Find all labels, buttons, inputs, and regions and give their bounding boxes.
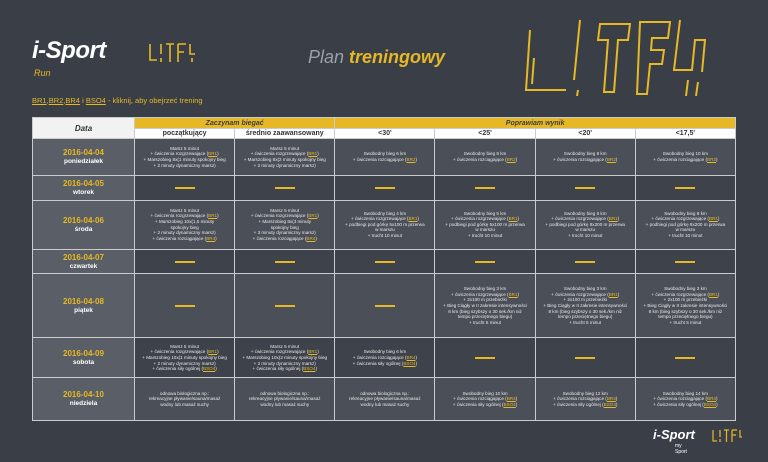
workout-line: + 2x100 m przebieżki <box>563 297 607 303</box>
day-name: niedziela <box>69 400 98 408</box>
workout-line: + ćwiczenia rozciągające (BR2) <box>553 156 618 162</box>
workout-line: spokojny bieg <box>170 224 199 230</box>
intro-text: BR1,BR2,BR4 i BSO4 - kliknij, aby obejrzeć trening <box>32 96 203 105</box>
rest-day-dash <box>575 357 595 359</box>
workout-line: spokojny bieg <box>270 224 299 230</box>
date-value: 2016-04-09 <box>63 348 104 358</box>
workout-cell <box>235 139 335 176</box>
link-bso4[interactable]: BSO4 <box>85 96 106 105</box>
date-header: Data <box>33 118 135 139</box>
rest-day-dash <box>275 261 295 263</box>
exercise-link[interactable]: BSO4 <box>203 366 216 372</box>
workout-line: + ćwiczenia rozgrzewające (BR1) <box>651 291 720 297</box>
exercise-link[interactable]: BR1 <box>708 291 718 297</box>
workout-line: Swobodny bieg 8 km <box>563 151 607 157</box>
workout-line: + trucht 10 minut <box>668 233 703 239</box>
day-name: sobota <box>72 358 95 366</box>
workout-cell <box>135 139 235 176</box>
workout-line: + ćwiczenia rozciągające (BR4) <box>553 396 618 402</box>
rest-day-dash <box>175 187 195 189</box>
workout-line: Marsz 5 minut <box>170 145 199 151</box>
rest-day-dash <box>175 261 195 263</box>
workout-line: + ćwiczenia rozciągające (BR4) <box>452 396 518 402</box>
workout-cell <box>335 175 435 200</box>
exercise-link[interactable]: BR1 <box>308 213 318 219</box>
workout-cell <box>535 200 635 249</box>
workout-line: + ćwiczenia siły ogólnej (BSO4) <box>152 366 217 372</box>
workout-cell <box>135 274 235 338</box>
exercise-link[interactable]: BR1 <box>308 151 318 157</box>
workout-line: 6 km (bieg szybszy o 30 sek./km niż <box>448 308 522 314</box>
workout-line: + ćwiczenia rozgrzewające (BR1) <box>651 216 720 222</box>
workout-line: + ćwiczenia rozgrzewające (BR1) <box>250 349 319 355</box>
rest-day-dash <box>375 187 395 189</box>
date-value: 2016-04-04 <box>63 147 104 157</box>
workout-cell <box>535 274 635 338</box>
date-cell <box>33 338 135 378</box>
workout-line: + ćwiczenia siły ogólnej (BSO4) <box>653 402 718 408</box>
exercise-link[interactable]: BSO4 <box>703 402 717 408</box>
workout-line: + Marszobieg 8x(3 minuty <box>258 219 312 225</box>
workout-cell <box>235 200 335 249</box>
workout-cell <box>535 139 635 176</box>
rest-day-dash <box>675 261 695 263</box>
workout-line: Swobodny bieg 8 km <box>664 210 707 216</box>
workout-line: odnowa biologiczna np.: <box>260 390 310 396</box>
table-row <box>33 175 736 200</box>
workout-line: rekreacyjne pływanie/sauna/masaż <box>148 396 221 402</box>
workout-line: wodny lub masaż suchy <box>360 402 410 408</box>
workout-cell <box>435 139 535 176</box>
table-row <box>33 338 736 378</box>
training-plan-table <box>32 117 736 421</box>
decorative-logo-icon <box>520 10 730 100</box>
date-value: 2016-04-05 <box>63 178 104 188</box>
workout-line: Swobodny bieg 3 km <box>463 286 507 292</box>
workout-cell <box>635 338 735 378</box>
exercise-link[interactable]: BR2 <box>606 156 616 162</box>
workout-line: + trucht 10 minut <box>367 233 403 239</box>
workout-line: Swobodny bieg 14 km <box>662 390 708 396</box>
workout-line: + ćwiczenia rozciągające (BR4) <box>352 355 417 360</box>
workout-line: 8 km (bieg szybszy o 30 sek./km niż <box>548 308 622 314</box>
title-part2: treningowy <box>349 47 446 67</box>
workout-line: + ćwiczenia rozciągające (BR4) <box>152 235 217 241</box>
workout-line: Marsz 5 minut <box>270 145 300 151</box>
workout-line: + podbiegi pod górkę 5x100 m przerwa <box>345 221 425 227</box>
workout-cell <box>335 338 435 378</box>
day-name: środa <box>74 225 93 233</box>
rest-day-dash <box>375 261 395 263</box>
workout-line: rekreacyjne pływanie/sauna/masaż <box>248 396 321 402</box>
exercise-link[interactable]: BR1 <box>408 216 418 222</box>
workout-cell <box>535 175 635 200</box>
column-header: <30' <box>335 129 435 139</box>
rest-day-dash <box>375 305 395 307</box>
column-header: <20' <box>535 129 635 139</box>
workout-line: + podbiegi pod górkę 8x200 m przerwa <box>645 221 726 227</box>
title-part1: Plan <box>308 47 345 67</box>
group-improve-header: Poprawiam wynik <box>335 118 736 129</box>
workout-line: + ćwiczenia siły ogólnej (BSO4) <box>352 360 418 366</box>
workout-line: + podbiegi pod górkę 8x200 m przerwa <box>545 221 625 227</box>
workout-line: + ćwiczenia siły ogólnej (BSO4) <box>452 402 518 408</box>
workout-line: + ćwiczenia rozciągające (BR2) <box>352 156 417 162</box>
intro-instruction: - kliknij, aby obejrzeć trening <box>107 96 203 105</box>
exercise-link[interactable]: BR1 <box>708 216 718 222</box>
workout-cell <box>335 139 435 176</box>
workout-line: + ćwiczenia rozciągające (BR2) <box>452 156 518 162</box>
date-cell <box>33 200 135 249</box>
exercise-link[interactable]: BR1 <box>608 216 618 222</box>
workout-line: Marsz 5 minut <box>270 343 300 349</box>
workout-line: Swobodny bieg 6 km <box>563 210 607 216</box>
exercise-link[interactable]: BSO4 <box>303 366 316 372</box>
workout-line: + Marszobieg 8x(2 minuty spokojny bieg <box>243 156 326 162</box>
workout-line: Swobodny bieg 4 km <box>363 210 407 216</box>
exercise-link[interactable]: BSO4 <box>503 402 516 408</box>
date-value: 2016-04-06 <box>63 215 104 225</box>
workout-cell <box>335 378 435 421</box>
workout-line: Swobodny bieg 10 km <box>462 390 508 396</box>
workout-cell <box>135 338 235 378</box>
exercise-link[interactable]: BR2 <box>506 156 516 162</box>
workout-line: Swobodny bieg 10 km <box>662 151 708 157</box>
date-cell <box>33 378 135 421</box>
date-value: 2016-04-10 <box>63 390 104 400</box>
page-title <box>308 46 445 68</box>
workout-line: 8 km (bieg szybszy o 30 sek./km niż <box>648 308 723 314</box>
workout-line: Swobodny bieg 3 km <box>563 286 607 292</box>
workout-line: tempo przeciętnego biegu) <box>658 314 713 320</box>
workout-line: rekreacyjne pływanie/sauna/masaż <box>349 396 421 402</box>
workout-cell <box>135 200 235 249</box>
workout-line: odnowa biologiczna np.: <box>159 390 210 396</box>
exercise-link[interactable]: BR1 <box>208 349 218 355</box>
link-br1[interactable]: BR1 <box>32 96 47 105</box>
workout-line: Swobodny bieg 3 km <box>664 286 707 292</box>
workout-cell <box>435 378 535 421</box>
exercise-link[interactable]: BR1 <box>208 213 218 219</box>
workout-line: Swobodny bieg 12 km <box>562 390 608 396</box>
table-row <box>33 200 736 249</box>
workout-line: + ćwiczenia rozgrzewające (BR1) <box>250 213 319 219</box>
workout-line: w marszu <box>675 227 696 233</box>
column-header: <25' <box>435 129 535 139</box>
workout-line: + ćwiczenia rozgrzewające (BR1) <box>150 151 219 157</box>
workout-line: + 2 minuty dynamiczny marsz) <box>153 230 216 236</box>
table-row <box>33 378 736 421</box>
workout-cell <box>235 378 335 421</box>
rest-day-dash <box>275 187 295 189</box>
exercise-link[interactable]: BR2 <box>406 156 416 162</box>
workout-line: + Marszobieg 10x(1,5 minuty <box>155 219 215 225</box>
footer-brand-sub: my Sport <box>675 443 687 455</box>
workout-cell <box>335 274 435 338</box>
exercise-link[interactable]: BSO4 <box>403 360 416 366</box>
workout-line: tempo przeciętnego biegu) <box>558 314 613 320</box>
day-name: poniedziałek <box>63 157 103 165</box>
workout-cell <box>635 139 735 176</box>
workout-line: + 2 minuty dynamiczny marsz) <box>253 360 316 366</box>
workout-line: + Marszobieg 10x(1 minuty spokojny bieg <box>142 355 227 360</box>
workout-line: + Bieg Ciągły w II zakresie intensywności <box>543 302 628 308</box>
workout-cell <box>435 338 535 378</box>
workout-line: wodny lub masaż suchy <box>260 402 310 408</box>
workout-line: Marsz 5 minut <box>170 343 199 349</box>
exercise-link[interactable]: BR1 <box>608 291 618 297</box>
workout-cell <box>235 175 335 200</box>
workout-line: + 2 minuty dynamiczny marsz) <box>153 162 216 168</box>
rest-day-dash <box>675 187 695 189</box>
workout-cell <box>435 200 535 249</box>
workout-line: wodny lub masaż suchy <box>160 402 209 408</box>
brand-logo <box>32 37 106 78</box>
exercise-link[interactable]: BR2 <box>707 156 716 162</box>
workout-cell <box>235 338 335 378</box>
workout-cell <box>535 378 635 421</box>
workout-line: + 2 minuty dynamiczny marsz) <box>153 360 216 366</box>
workout-line: + trucht 5 minut <box>569 319 602 325</box>
rest-day-dash <box>275 305 295 307</box>
exercise-link[interactable]: BR1 <box>508 216 518 222</box>
workout-line: tempo przeciętnego biegu) <box>457 314 513 320</box>
column-header: <17,5' <box>635 129 735 139</box>
workout-line: Swobodny bieg 6 km <box>363 349 407 355</box>
workout-cell <box>635 378 735 421</box>
exercise-link[interactable]: BSO4 <box>603 402 616 408</box>
workout-cell <box>635 249 735 274</box>
workout-cell <box>635 200 735 249</box>
day-name: piątek <box>74 306 93 314</box>
workout-line: Marsz 5 minut <box>170 207 199 213</box>
date-value: 2016-04-08 <box>63 296 104 306</box>
footer-logo-mark-icon <box>711 429 743 443</box>
workout-cell <box>435 249 535 274</box>
workout-line: w marszu <box>575 227 596 233</box>
workout-line: + 2 minuty dynamiczny marsz) <box>253 162 316 168</box>
brand-name: i-Sport <box>32 37 106 64</box>
rest-day-dash <box>475 357 495 359</box>
workout-line: + ćwiczenia siły ogólnej (BSO4) <box>252 366 317 372</box>
workout-line: + trucht 10 minut <box>467 233 503 239</box>
workout-line: + ćwiczenia rozgrzewające (BR1) <box>350 216 419 222</box>
workout-line: + ćwiczenia rozgrzewające (BR1) <box>551 291 620 297</box>
workout-line: + ćwiczenia rozgrzewające (BR1) <box>150 349 219 355</box>
workout-cell <box>335 200 435 249</box>
workout-line: + trucht 10 minut <box>568 233 603 239</box>
workout-cell <box>635 175 735 200</box>
workout-line: + ćwiczenia rozgrzewające (BR1) <box>451 291 520 297</box>
workout-cell <box>635 274 735 338</box>
intro-and: i <box>82 96 84 105</box>
workout-line: + Bieg Ciągły w II zakresie intensywności <box>643 302 728 308</box>
workout-line: + ćwiczenia rozgrzewające (BR1) <box>250 151 319 157</box>
exercise-link[interactable]: BR1 <box>308 349 318 355</box>
workout-line: Marsz 5 minut <box>270 207 300 213</box>
workout-line: + 3 minuty dynamiczny marsz) <box>253 230 316 236</box>
table-row <box>33 249 736 274</box>
workout-cell <box>435 274 535 338</box>
workout-cell <box>235 274 335 338</box>
column-header: średnio zaawansowany <box>235 129 335 139</box>
workout-line: + Bieg Ciągły w II zakresie intensywności <box>443 302 527 308</box>
footer-logo <box>653 427 695 455</box>
rest-day-dash <box>475 261 495 263</box>
workout-line: + podbiegi pod górkę 5x100 m przerwa <box>445 221 525 227</box>
footer-brand-name: i-Sport <box>653 427 695 442</box>
exercise-link[interactable]: BR1 <box>208 151 218 157</box>
exercise-link[interactable]: BR4 <box>206 235 216 241</box>
workout-line: w marszu <box>475 227 495 233</box>
table-row <box>33 274 736 338</box>
workout-line: Swobodny bieg 8 km <box>463 151 507 157</box>
workout-line: + ćwiczenia rozciągające (BR4) <box>653 396 718 402</box>
workout-line: Swobodny bieg 5 km <box>463 210 507 216</box>
workout-line: Swobodny bieg 6 km <box>363 151 407 157</box>
rest-day-dash <box>575 187 595 189</box>
group-beginner-header: Zaczynam biegać <box>135 118 335 129</box>
rest-day-dash <box>475 187 495 189</box>
workout-line: + ćwiczenia rozgrzewające (BR1) <box>551 216 620 222</box>
workout-cell <box>235 249 335 274</box>
workout-line: + ćwiczenia siły ogólnej (BSO4) <box>552 402 618 408</box>
date-cell <box>33 274 135 338</box>
logo-mark-icon <box>148 42 196 64</box>
workout-cell <box>135 175 235 200</box>
link-br2[interactable]: BR2 <box>48 96 64 105</box>
workout-cell <box>435 175 535 200</box>
workout-cell <box>135 249 235 274</box>
workout-line: + 2x100 m przebieżki <box>463 297 507 303</box>
day-name: czwartek <box>69 262 98 270</box>
workout-line: w marszu <box>375 227 395 233</box>
workout-line: + ćwiczenia rozgrzewające (BR1) <box>150 213 219 219</box>
exercise-link[interactable]: BR4 <box>606 396 616 402</box>
workout-line: + trucht 5 minut <box>469 319 501 325</box>
workout-line: + 2x100 m przebieżki <box>663 297 708 303</box>
date-cell <box>33 249 135 274</box>
workout-line: + trucht 5 minut <box>669 319 702 325</box>
workout-cell <box>535 249 635 274</box>
workout-line: + ćwiczenia rozciągające (BR4) <box>252 235 317 241</box>
column-header: początkujący <box>135 129 235 139</box>
workout-line: + ćwiczenia rozciągające (BR2) <box>653 156 718 162</box>
exercise-link[interactable]: BR4 <box>306 235 316 241</box>
date-cell <box>33 139 135 176</box>
table-row <box>33 139 736 176</box>
rest-day-dash <box>575 261 595 263</box>
workout-line: odnowa biologiczna np.: <box>360 390 410 396</box>
workout-line: + Marszobieg 8x(1 minuty spokojny bieg <box>143 156 226 162</box>
date-cell <box>33 175 135 200</box>
workout-cell <box>335 249 435 274</box>
rest-day-dash <box>175 305 195 307</box>
exercise-link[interactable]: BR4 <box>707 396 716 402</box>
exercise-link[interactable]: BR1 <box>508 291 518 297</box>
rest-day-dash <box>675 357 695 359</box>
exercise-link[interactable]: BR4 <box>506 396 516 402</box>
workout-line: + ćwiczenia rozgrzewające (BR1) <box>451 216 520 222</box>
workout-cell <box>135 378 235 421</box>
date-value: 2016-04-07 <box>63 252 104 262</box>
link-br4[interactable]: BR4 <box>65 96 80 105</box>
brand-sub: Run <box>34 68 51 78</box>
exercise-link[interactable]: BR4 <box>406 355 416 360</box>
workout-cell <box>535 338 635 378</box>
day-name: wtorek <box>73 188 94 196</box>
workout-line: + Marszobieg 10x(2 minuty spokojny bieg <box>242 355 328 360</box>
